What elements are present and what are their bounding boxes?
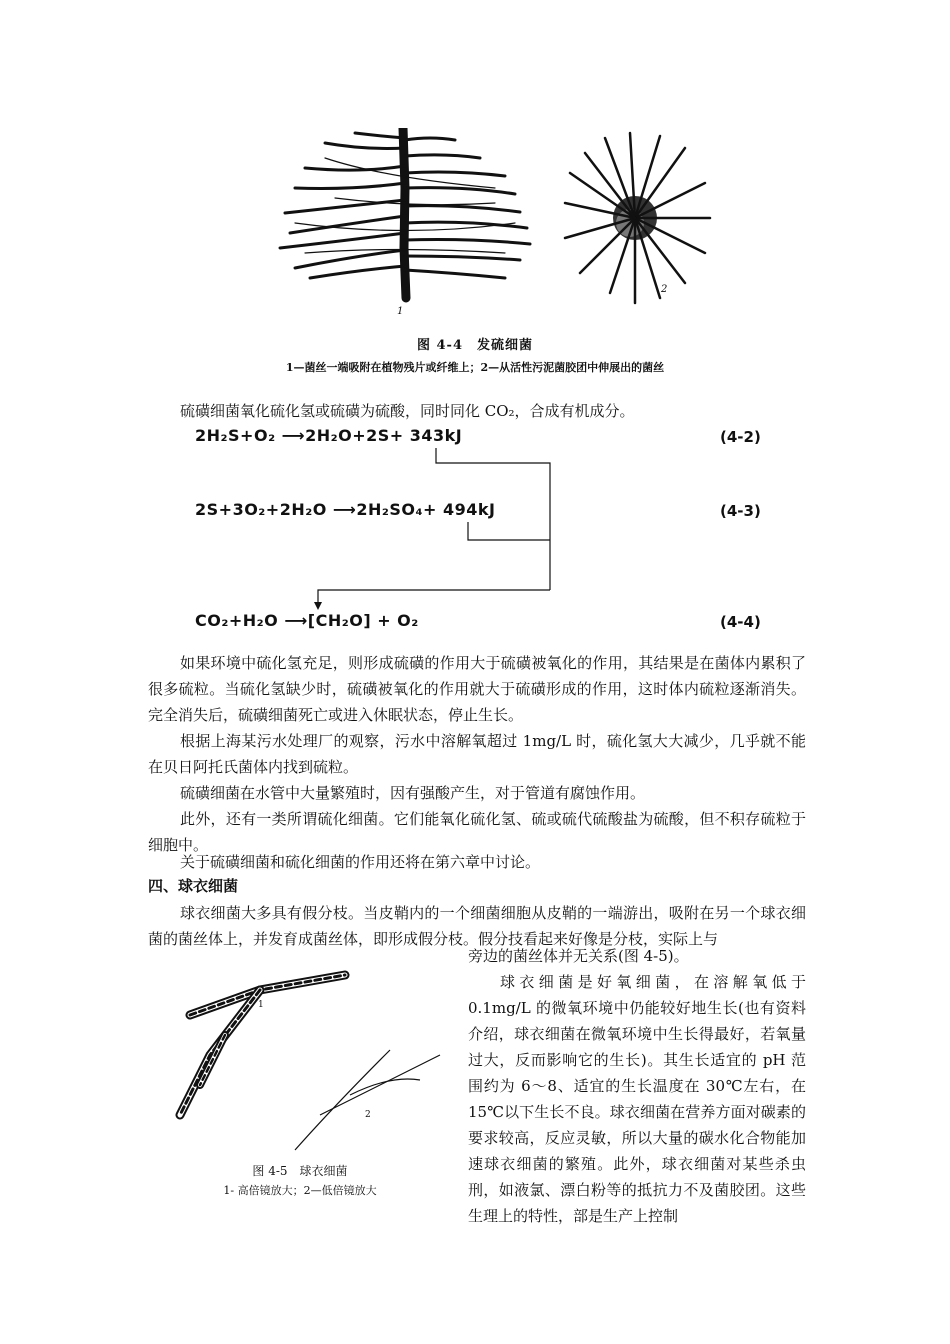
paragraph-shanghai-observation: 根据上海某污水处理厂的观察，污水中溶解氧超过 1mg/L 时，硫化氢大大减少，几乎就不能在贝日阿托氏菌体内找到硫粒。 [148, 732, 806, 776]
equation-4-3: 2S+3O₂+2H₂O ⟶2H₂SO₄+ 494kJ [195, 500, 496, 519]
equation-4-4: CO₂+H₂O ⟶[CH₂O] + O₂ [195, 611, 419, 630]
right-column-text [468, 943, 806, 1229]
section-heading: 四、球衣细菌 [148, 877, 239, 895]
paragraph-sphaerotilus-branching: 球衣细菌大多具有假分枝。当皮鞘内的一个细菌细胞从皮鞘的一端游出，吸附在另一个球衣细菌的菌丝体上，并发育成菌丝体，即形成假分枝。假分技看起来好像是分枝，实际上与 [148, 904, 806, 948]
equation-4-4-number: (4-4) [720, 613, 761, 631]
figure-4-5-caption-title: 图 4-5 球衣细菌 [252, 1164, 348, 1178]
filament-attached-fiber [280, 128, 530, 298]
paragraph-pipe-corrosion: 硫磺细菌在水管中大量繁殖时，因有强酸产生，对于管道有腐蚀作用。 [180, 784, 646, 802]
figure-4-4-label-1: 1 [397, 306, 404, 317]
figure-4-5-caption-subtitle: 1- 高倍镜放大；2—低倍镜放大 [223, 1184, 377, 1197]
equation-4-2-number: (4-2) [720, 428, 761, 446]
figure-4-4-caption-subtitle: 1—菌丝一端吸附在植物残片或纤维上；2—从活性污泥菌胶团中伸展出的菌丝 [285, 361, 665, 374]
figure-4-5-label-2: 2 [365, 1110, 371, 1120]
low-magnification-filaments [295, 1050, 440, 1150]
floc-with-filaments [565, 133, 710, 303]
paragraph-chapter-six: 关于硫磺细菌和硫化细菌的作用还将在第六章中讨论。 [180, 853, 541, 871]
equation-4-2: 2H₂S+O₂ ⟶2H₂O+2S+ 343kJ [195, 426, 463, 445]
figure-4-4-caption-title: 图 4-4 发硫细菌 [416, 338, 533, 353]
figure-4-5-label-1: 1 [258, 1000, 264, 1010]
right-column-paragraph: 球衣细菌是好氧细菌，在溶解氧低于 0.1mg/L 的微氧环境中仍能较好地生长(也有资料介绍，球衣细菌在微氧环境中生长得最好，若氧量过大，反而影响它的生长)。其生长适宜的 pH 范围约为 6～8、适宜的生长温度在 30℃左右，在 15℃以下生长不良。球衣细菌在营养方面对碳素的要求较高，反应灵敏，所以大量的碳水化合物能加速球衣细菌的繁殖。此外，球衣细菌对某些杀虫刑，如液氯、漂白粉等的抵抗力不及菌胶团。这些生理上的特性，部是生产上控制 [468, 973, 806, 1225]
right-column-line-1: 旁边的菌丝体并无关系(图 4-5)。 [468, 947, 689, 965]
figure-4-4-label-2: 2 [661, 284, 668, 295]
figure-4-4-illustration [265, 128, 715, 323]
paragraph-hydrogen-sulfide: 如果环境中硫化氢充足，则形成硫磺的作用大于硫磺被氧化的作用，其结果是在菌体内累积了很多硫粒。当硫化氢缺少时，硫磺被氧化的作用就大于硫磺形成的作用，这时体内硫粒逐渐消失。完全消失后，硫磺细菌死亡或进入休眠状态，停止生长。 [148, 654, 806, 724]
figure-4-5-illustration [150, 965, 450, 1165]
high-magnification-filaments [180, 975, 345, 1115]
paragraph-sulfide-bacteria: 此外，还有一类所谓硫化细菌。它们能氧化硫化氢、硫或硫代硫酸盐为硫酸，但不积存硫粒于细胞中。 [148, 810, 806, 854]
intro-line: 硫磺细菌氧化硫化氢或硫磺为硫酸，同时同化 CO₂，合成有机成分。 [180, 402, 635, 420]
equation-4-3-number: (4-3) [720, 502, 761, 520]
